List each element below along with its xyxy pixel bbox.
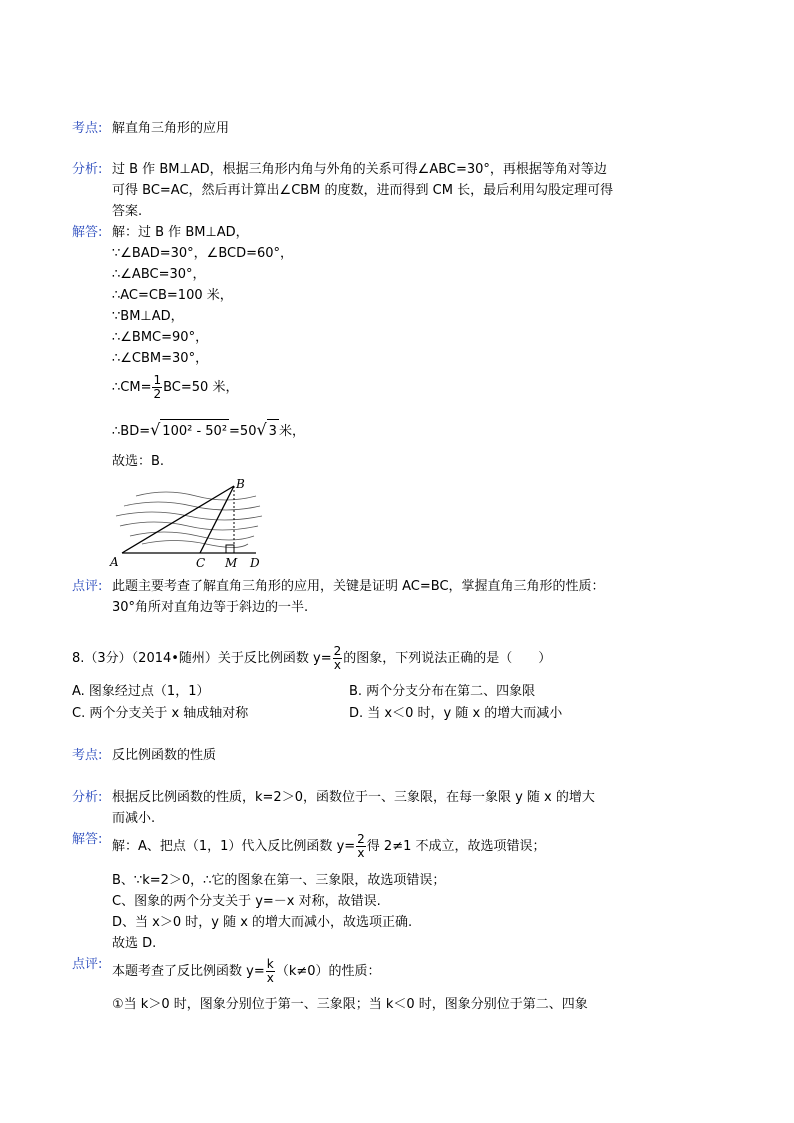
cm-prefix: ∴CM= [112,380,152,395]
q8-option-b: B. 两个分支分布在第二、四象限 [349,684,536,699]
bd-suffix: 米， [278,424,305,439]
kaodian-label: 考点: [72,121,103,136]
q8-fenxi-line-1: 根据反比例函数的性质，k=2＞0，函数位于一、三象限，在每一象限 y 随 x 的增大 [112,790,595,805]
cm-fraction-den: 2 [153,387,162,401]
q7-kaodian-text: 解直角三角形的应用 [112,121,230,136]
q7-fenxi-line-3: 答案. [112,204,143,219]
q8-jieda-guxuan: 故选 D. [112,936,157,951]
q8-jieda-a-prefix: 解：A、把点（1，1）代入反比例函数 y= [112,839,356,854]
q7-dianping-line-2: 30°角所对直角边等于斜边的一半. [112,600,309,615]
q7-guxuan: 故选：B. [112,454,165,469]
sqrt-sign-icon-2: √ [256,420,267,439]
q8-stem-den: x [333,658,342,672]
q7-fenxi-line-1: 过 B 作 BM⊥AD，根据三角形内角与外角的关系可得∠ABC=30°，再根据等角对等边 [112,162,607,177]
q7-jieda-line-4: ∴AC=CB=100 米， [112,288,233,303]
q8-stem-prefix: 8.（3分）（2014•随州）关于反比例函数 y= [72,651,332,666]
bd-mid: =50 [229,424,257,439]
fenxi-label: 分析: [72,162,103,177]
q8-jieda-line-b: B、∵k=2＞0，∴它的图象在第一、三象限，故选项错误； [112,873,446,888]
q8-jieda-a-den: x [357,846,365,860]
q8-dp-den: x [266,971,274,985]
q7-jieda-line-6: ∴∠BMC=90°， [112,330,209,345]
q8-jieda-line-c: C、图象的两个分支关于 y=－x 对称，故错误. [112,894,381,909]
sqrt-sign-icon: √ [150,420,161,439]
q8-jieda-line-d: D、当 x＞0 时，y 随 x 的增大而减小，故选项正确. [112,915,413,930]
q7-cm-equation [112,373,238,403]
cm-fraction [152,374,162,401]
q7-jieda-line-7: ∴∠CBM=30°， [112,351,209,366]
triangle-figure [108,474,268,570]
q8-fenxi-line-2: 而减小. [112,811,156,826]
q7-dianping-line-1: 此题主要考查了解直角三角形的应用，关键是证明 AC=BC，掌握直角三角形的性质： [112,579,605,594]
q8-kaodian-label: 考点: [72,748,103,763]
bd-radicand: 100² - 50² [160,419,229,444]
q8-stem-num: 2 [333,644,342,658]
q8-dp-fraction [266,958,275,985]
q8-jieda-line-a [112,832,546,862]
q8-dianping-line-2: ①当 k＞0 时，图象分别位于第一、三象限；当 k＜0 时，图象分别位于第二、四象 [112,997,588,1012]
q8-jieda-a-num: 2 [357,832,365,846]
q8-stem-suffix: 的图象，下列说法正确的是（ ） [343,651,552,666]
q8-stem [72,644,551,674]
bd-radicand-2: 3 [267,419,279,444]
q7-jieda-line-3: ∴∠ABC=30°， [112,267,206,282]
q8-dp-prefix: 本题考查了反比例函数 y= [112,964,265,979]
bd-prefix: ∴BD= [112,424,151,439]
q8-jieda-label: 解答: [72,832,103,847]
q8-kaodian-text: 反比例函数的性质 [112,748,217,763]
cm-suffix: BC=50 米， [163,380,239,395]
q8-stem-fraction [333,645,343,672]
q8-option-a: A. 图象经过点（1，1） [72,684,210,699]
q8-jieda-a-suffix: 得 2≠1 不成立，故选项错误； [366,839,546,854]
q8-jieda-a-fraction [356,833,366,860]
label-b: B [236,477,245,491]
label-d: D [250,556,260,570]
label-m: M [225,556,238,570]
q8-option-d: D. 当 x＜0 时，y 随 x 的增大而减小 [349,706,563,721]
water-waves [116,492,262,548]
q8-dianping-line-1 [112,957,381,987]
q8-dp-num: k [266,957,274,971]
q8-option-c: C. 两个分支关于 x 轴成轴对称 [72,706,249,721]
q7-bd-equation [112,418,305,444]
q8-dp-suffix: （k≠0）的性质： [275,964,381,979]
label-c: C [196,556,206,570]
right-angle-mark [226,545,234,553]
q8-fenxi-label: 分析: [72,790,103,805]
q7-jieda-line-5: ∵BM⊥AD， [112,309,184,324]
label-a: A [110,555,119,569]
cm-fraction-num: 1 [153,373,162,387]
q7-jieda-line-2: ∵∠BAD=30°，∠BCD=60°， [112,246,294,261]
q7-jieda-line-1: 解：过 B 作 BM⊥AD， [112,225,249,240]
dianping-label: 点评: [72,579,103,594]
q8-dianping-label: 点评: [72,957,103,972]
q7-fenxi-line-2: 可得 BC=AC，然后再计算出∠CBM 的度数，进而得到 CM 长，最后利用勾股定理可得 [112,183,614,198]
jieda-label: 解答: [72,225,103,240]
